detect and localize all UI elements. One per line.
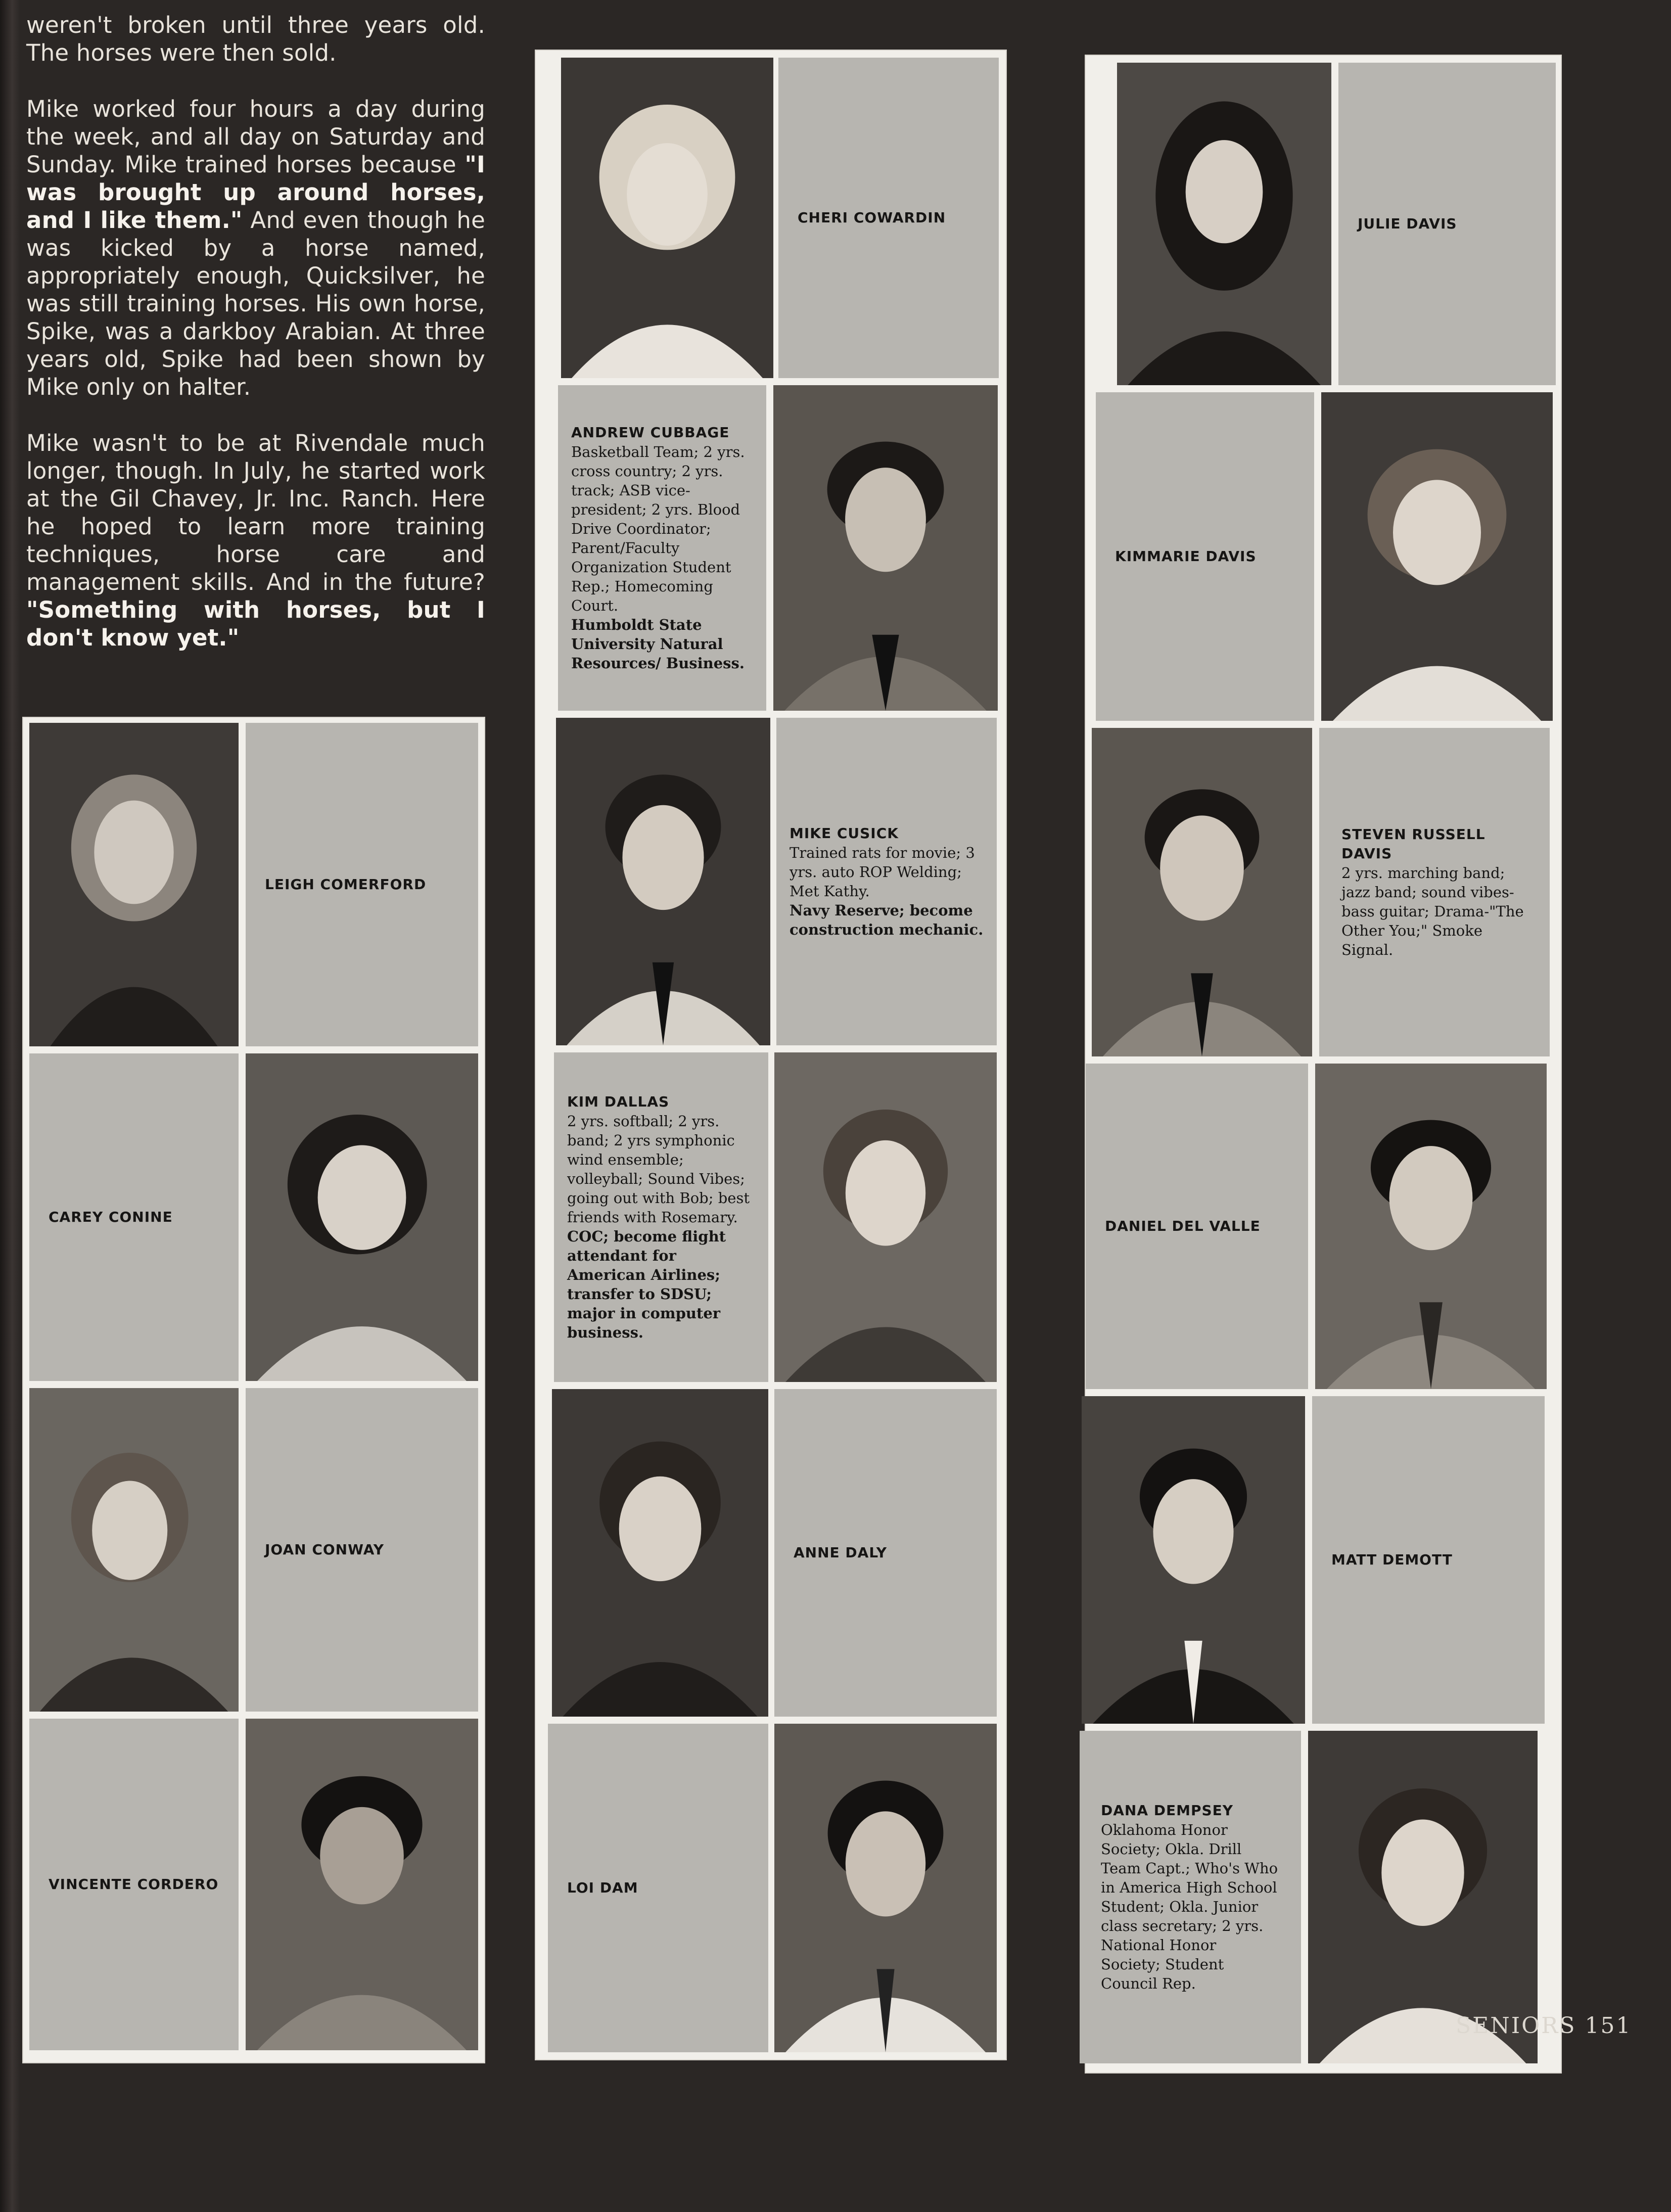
- senior-caption: ANDREW CUBBAGE Basketball Team; 2 yrs. cross country; 2 yrs. track; ASB vice-president; 2 yrs. Blood Drive Coordinator; Parent/Faculty Organization Student Rep.; Homecoming Court. Humboldt State University Natural Resources/ Business.: [558, 385, 766, 711]
- portrait-photo: [29, 1388, 239, 1712]
- feature-story: [26, 11, 485, 680]
- senior-caption: STEVEN RUSSELL DAVIS 2 yrs. marching band; jazz band; sound vibes-bass guitar; Drama-"The Other You;" Smoke Signal.: [1319, 728, 1550, 1056]
- senior-caption: VINCENTE CORDERO: [29, 1719, 239, 2050]
- senior-caption: DANA DEMPSEY Oklahoma Honor Society; Okla. Drill Team Capt.; Who's Who in America High School Student; Okla. Junior class secretary; 2 yrs. National Honor Society; Student Council Rep.: [1080, 1731, 1301, 2063]
- story-quote: "Something with horses, but I don't know yet.": [26, 596, 485, 651]
- senior-caption: KIM DALLAS 2 yrs. softball; 2 yrs. band; 2 yrs symphonic wind ensemble; volleyball; Sound Vibes; going out with Bob; best friends with Rosemary. COC; become flight attendant for American Airlines; transfer to SDSU; major in computer business.: [554, 1052, 768, 1382]
- portrait-photo: [773, 385, 998, 711]
- portrait-photo: [561, 58, 773, 378]
- portrait-photo: [774, 1052, 997, 1382]
- portrait-photo: [1117, 63, 1331, 385]
- portrait-photo: [246, 1053, 478, 1381]
- senior-caption: LEIGH COMERFORD: [246, 723, 478, 1046]
- portrait-photo: [1315, 1064, 1547, 1389]
- senior-column-left: [23, 718, 484, 2062]
- portrait-photo: [552, 1389, 768, 1717]
- story-paragraph: Mike worked four hours a day during the week, and all day on Saturday and Sunday. Mike trained horses because "I was brought up around horses, and I like them." And even though he was kicked by a horse named, appropriately enough, Quicksilver, he was still training horses. His own horse, Spike, was a darkboy Arabian. At three years old, Spike had been shown by Mike only on halter.: [26, 96, 485, 400]
- portrait-photo: [556, 718, 770, 1045]
- senior-caption: MIKE CUSICK Trained rats for movie; 3 yrs. auto ROP Welding; Met Kathy. Navy Reserve; become construction mechanic.: [776, 718, 997, 1045]
- portrait-photo: [1092, 728, 1312, 1056]
- senior-column-middle: [536, 51, 1006, 2059]
- senior-caption: MATT DEMOTT: [1312, 1396, 1545, 1724]
- portrait-photo: [29, 723, 239, 1046]
- story-quote: "I was brought up around horses, and I like them.": [26, 151, 485, 234]
- senior-caption: KIMMARIE DAVIS: [1096, 392, 1314, 721]
- senior-caption: LOI DAM: [548, 1724, 768, 2052]
- story-paragraph: Mike wasn't to be at Rivendale much longer, though. In July, he started work at the Gil Chavey, Jr. Inc. Ranch. Here he hoped to learn more training techniques, horse care and management skills. And in the future? "Something with horses, but I don't know yet.": [26, 430, 485, 651]
- senior-caption: ANNE DALY: [774, 1389, 997, 1717]
- senior-column-right: [1086, 56, 1561, 2072]
- portrait-photo: [246, 1719, 478, 2050]
- portrait-photo: [1082, 1396, 1305, 1724]
- portrait-photo: [1321, 392, 1553, 721]
- page-folio: SENIORS 151: [1456, 2013, 1632, 2039]
- senior-caption: JULIE DAVIS: [1338, 63, 1556, 385]
- story-paragraph: weren't broken until three years old. The horses were then sold.: [26, 12, 485, 66]
- portrait-photo: [774, 1724, 997, 2052]
- senior-caption: JOAN CONWAY: [246, 1388, 478, 1712]
- senior-caption: CHERI COWARDIN: [778, 58, 999, 378]
- senior-caption: DANIEL DEL VALLE: [1086, 1064, 1308, 1389]
- binding-spine: [0, 0, 20, 2212]
- senior-caption: CAREY CONINE: [29, 1053, 239, 1381]
